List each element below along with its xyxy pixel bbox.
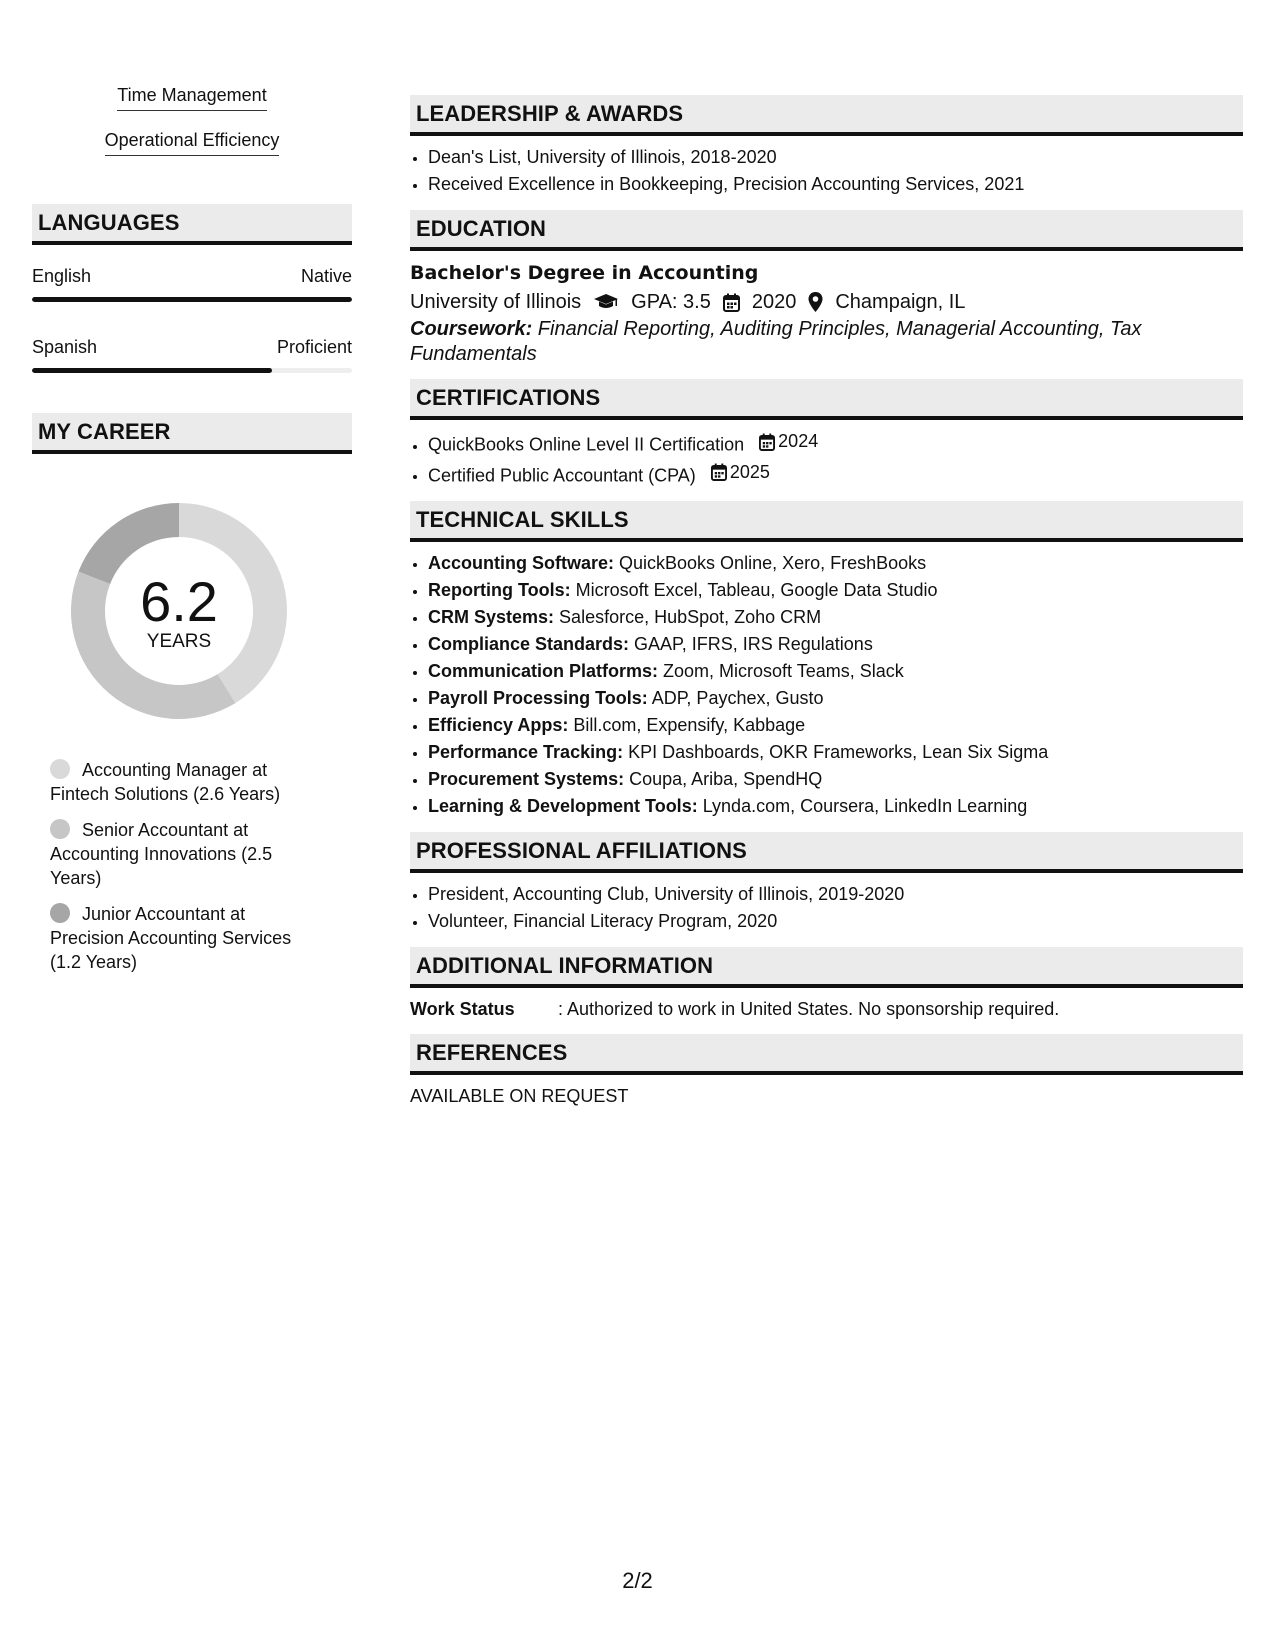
legend-dot-icon bbox=[50, 903, 70, 923]
affiliations-section bbox=[410, 832, 1243, 935]
language-name: English bbox=[32, 266, 92, 286]
leadership-heading: LEADERSHIP & AWARDS bbox=[410, 95, 1243, 136]
technical-skills-heading: TECHNICAL SKILLS bbox=[410, 501, 1243, 542]
languages-section bbox=[32, 204, 352, 373]
page-number: 2/2 bbox=[622, 1568, 653, 1593]
coursework bbox=[410, 317, 1243, 367]
legend-label: Accounting Manager at Fintech Solutions (2.6 Years) bbox=[50, 760, 281, 804]
language-bar-fill bbox=[32, 297, 352, 302]
list-item bbox=[428, 604, 1243, 631]
donut-center bbox=[64, 496, 294, 726]
language-level: Native bbox=[300, 266, 352, 286]
skill-values: Lynda.com, Coursera, LinkedIn Learning bbox=[697, 796, 1028, 816]
list-item bbox=[428, 712, 1243, 739]
legend-label: Senior Accountant at Accounting Innovations (2.5 Years) bbox=[50, 820, 273, 888]
skill-category: Performance Tracking: bbox=[428, 742, 624, 762]
list-item bbox=[428, 550, 1243, 577]
gpa: GPA: 3.5 bbox=[631, 291, 711, 313]
legend-item bbox=[50, 902, 320, 974]
certification-year: 2024 bbox=[778, 431, 819, 451]
skill-category: Efficiency Apps: bbox=[428, 715, 569, 735]
skill-values: Salesforce, HubSpot, Zoho CRM bbox=[554, 607, 822, 627]
list-item bbox=[428, 685, 1243, 712]
certifications-heading: CERTIFICATIONS bbox=[410, 379, 1243, 420]
language-name: Spanish bbox=[32, 337, 98, 357]
language-list bbox=[32, 265, 352, 373]
skill-values: GAAP, IFRS, IRS Regulations bbox=[629, 634, 873, 654]
skill-tag: Operational Efficiency bbox=[105, 125, 280, 156]
skill-category: Compliance Standards: bbox=[428, 634, 630, 654]
language-item bbox=[32, 265, 352, 302]
language-bar bbox=[32, 297, 352, 302]
calendar-icon bbox=[711, 463, 727, 481]
additional-info-heading: ADDITIONAL INFORMATION bbox=[410, 947, 1243, 988]
references-section bbox=[410, 1034, 1243, 1109]
list-item: • Received Excellence in Bookkeeping, Precision Accounting Services, 2021 bbox=[428, 171, 1243, 198]
language-bar bbox=[32, 368, 352, 373]
list-item bbox=[428, 428, 1243, 459]
education-heading: EDUCATION bbox=[410, 210, 1243, 251]
skill-values: Zoom, Microsoft Teams, Slack bbox=[658, 661, 904, 681]
skill-category: Communication Platforms: bbox=[428, 661, 659, 681]
references-text: AVAILABLE ON REQUEST bbox=[410, 1086, 629, 1106]
legend-dot-icon bbox=[50, 819, 70, 839]
education-details bbox=[410, 287, 1243, 317]
languages-heading: LANGUAGES bbox=[32, 204, 352, 245]
education-section bbox=[410, 210, 1243, 367]
list-item bbox=[428, 739, 1243, 766]
leadership-list bbox=[410, 144, 1243, 198]
skill-values: KPI Dashboards, OKR Frameworks, Lean Six Sigma bbox=[623, 742, 1049, 762]
list-item bbox=[428, 766, 1243, 793]
legend-item bbox=[50, 818, 320, 890]
work-status-row bbox=[410, 996, 1243, 1022]
skill-category: Reporting Tools: bbox=[428, 580, 571, 600]
calendar-icon bbox=[723, 293, 740, 312]
skill-tags bbox=[32, 80, 352, 170]
degree-title: Bachelor's Degree in Accounting bbox=[410, 262, 759, 284]
technical-skills-section bbox=[410, 501, 1243, 820]
skill-category: Payroll Processing Tools: bbox=[428, 688, 648, 708]
language-level: Proficient bbox=[276, 337, 352, 357]
legend-label: Junior Accountant at Precision Accounting Services (1.2 Years) bbox=[50, 904, 292, 972]
affiliations-heading: PROFESSIONAL AFFILIATIONS bbox=[410, 832, 1243, 873]
education-location: Champaign, IL bbox=[835, 291, 966, 313]
graduation-cap-icon bbox=[593, 293, 619, 311]
certifications-list bbox=[410, 428, 1243, 489]
skill-tag: Time Management bbox=[117, 80, 266, 111]
career-section bbox=[32, 413, 352, 974]
skill-category: Learning & Development Tools: bbox=[428, 796, 698, 816]
skill-category: Procurement Systems: bbox=[428, 769, 625, 789]
coursework-value: Financial Reporting, Auditing Principles, Managerial Accounting, Tax Fundamentals bbox=[410, 318, 1142, 365]
technical-skills-list bbox=[410, 550, 1243, 820]
skill-values: Microsoft Excel, Tableau, Google Data Studio bbox=[570, 580, 938, 600]
career-heading: MY CAREER bbox=[32, 413, 352, 454]
work-status-label: Work Status bbox=[410, 999, 515, 1019]
list-item bbox=[428, 631, 1243, 658]
list-item: • Dean's List, University of Illinois, 2018-2020 bbox=[428, 144, 1243, 171]
list-item bbox=[428, 793, 1243, 820]
language-bar-fill bbox=[32, 368, 272, 373]
list-item bbox=[428, 658, 1243, 685]
leadership-section bbox=[410, 95, 1243, 198]
list-item bbox=[428, 459, 1243, 490]
career-total-value: 6.2 bbox=[140, 570, 218, 633]
skill-category: Accounting Software: bbox=[428, 553, 615, 573]
legend-item bbox=[50, 758, 320, 806]
coursework-label: Coursework: bbox=[410, 318, 533, 340]
skill-values: Bill.com, Expensify, Kabbage bbox=[568, 715, 806, 735]
calendar-icon bbox=[759, 433, 775, 451]
skill-values: QuickBooks Online, Xero, FreshBooks bbox=[614, 553, 927, 573]
skill-values: Coupa, Ariba, SpendHQ bbox=[624, 769, 823, 789]
school-name: University of Illinois bbox=[410, 291, 582, 313]
list-item bbox=[428, 577, 1243, 604]
location-pin-icon bbox=[808, 292, 823, 312]
career-total-unit: YEARS bbox=[146, 631, 212, 652]
affiliations-list bbox=[410, 881, 1243, 935]
additional-info-section bbox=[410, 947, 1243, 1022]
certifications-section bbox=[410, 379, 1243, 489]
references-heading: REFERENCES bbox=[410, 1034, 1243, 1075]
skill-values: ADP, Paychex, Gusto bbox=[647, 688, 824, 708]
list-item: • Volunteer, Financial Literacy Program, 2020 bbox=[428, 908, 1243, 935]
certification-year: 2025 bbox=[729, 461, 770, 482]
work-status-value: : Authorized to work in United States. No sponsorship required. bbox=[558, 999, 1060, 1019]
legend-dot-icon bbox=[50, 759, 70, 779]
skill-category: CRM Systems: bbox=[428, 607, 555, 627]
career-legend bbox=[50, 758, 320, 974]
list-item: • President, Accounting Club, University of Illinois, 2019-2020 bbox=[428, 881, 1243, 908]
right-column bbox=[410, 95, 1243, 1121]
certification-name: QuickBooks Online Level II Certification bbox=[428, 434, 745, 455]
graduation-year: 2020 bbox=[751, 291, 797, 313]
left-column bbox=[32, 80, 352, 986]
language-item bbox=[32, 336, 352, 373]
career-donut-chart bbox=[64, 496, 294, 726]
certification-name: Certified Public Accountant (CPA) bbox=[428, 465, 696, 485]
